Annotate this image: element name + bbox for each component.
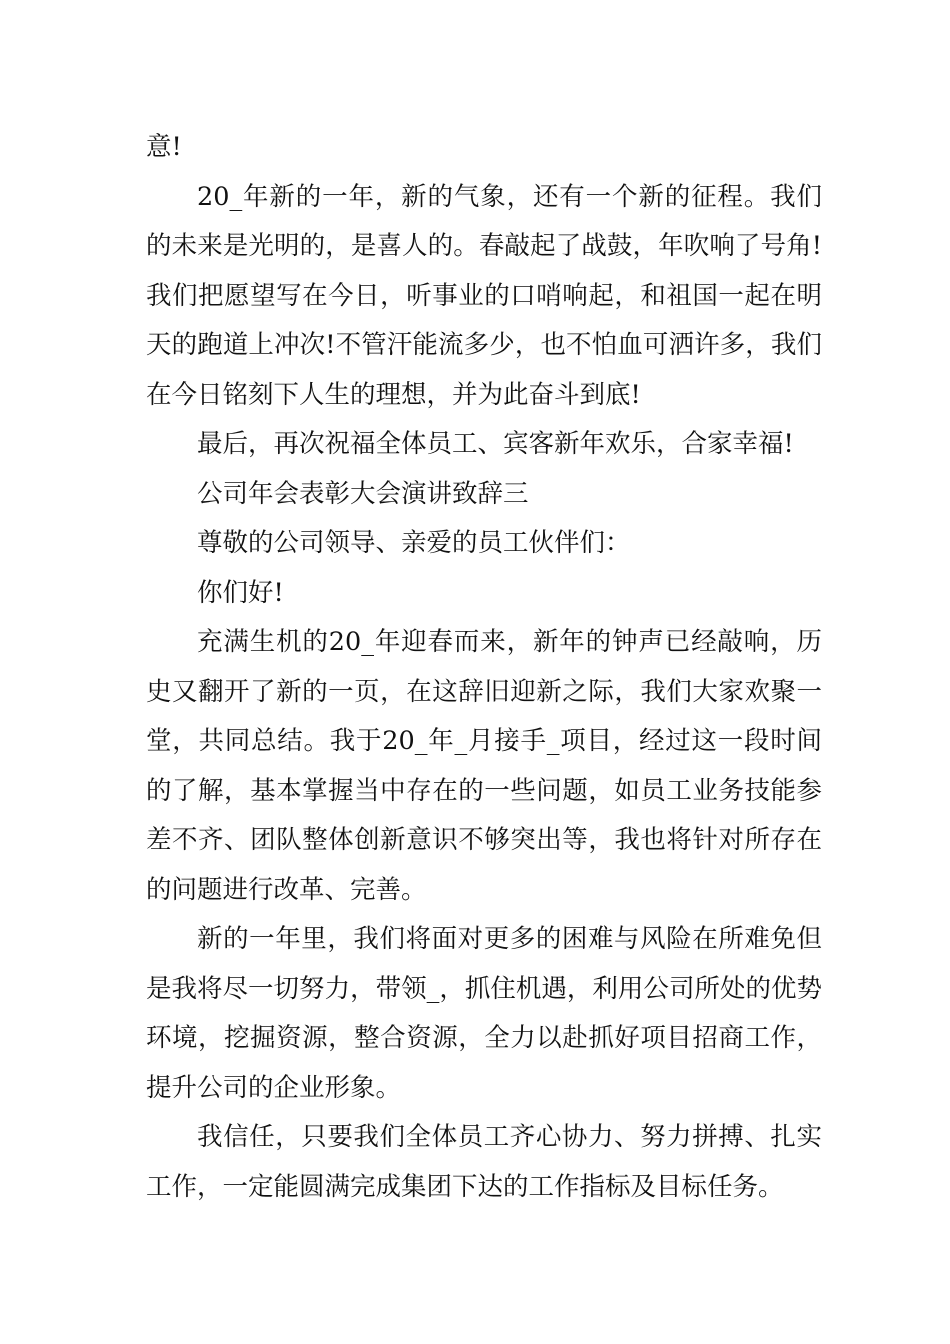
section-heading: 公司年会表彰大会演讲致辞三 — [197, 478, 529, 509]
greeting: 你们好! — [197, 577, 284, 608]
paragraph-confidence: 我信任，只要我们全体员工齐心协力、努力拼搏、扎实工作，一定能圆满完成集团下达的工作指标及目标任务。 — [146, 1122, 822, 1202]
paragraph-continuation: 意! — [146, 132, 182, 162]
document-body — [146, 123, 822, 1212]
paragraph-new-year-outlook: 20_年新的一年，新的气象，还有一个新的征程。我们的未来是光明的，是喜人的。春敲起了战鼓，年吹响了号角!我们把愿望写在今日，听事业的口哨响起，和祖国一起在明天的跑道上冲次!不管汗能流多少，也不怕血可洒许多，我们在今日铭刻下人生的理想，并为此奋斗到底! — [146, 181, 822, 410]
paragraph-review: 充满生机的20_年迎春而来，新年的钟声已经敲响，历史又翻开了新的一页，在这辞旧迎新之际，我们大家欢聚一堂，共同总结。我于20_年_月接手_项目，经过这一段时间的了解，基本掌握当中存在的一些问题，如员工业务技能参差不齐、团队整体创新意识不够突出等，我也将针对所存在的问题进行改革、完善。 — [146, 627, 822, 905]
paragraph-plans: 新的一年里，我们将面对更多的困难与风险在所难免但是我将尽一切努力，带领_，抓住机遇，利用公司所处的优势环境，挖掘资源，整合资源，全力以赴抓好项目招商工作，提升公司的企业形象。 — [146, 924, 822, 1103]
paragraph-closing-wishes: 最后，再次祝福全体员工、宾客新年欢乐，合家幸福! — [197, 429, 794, 459]
salutation: 尊敬的公司领导、亲爱的员工伙伴们： — [197, 528, 631, 558]
